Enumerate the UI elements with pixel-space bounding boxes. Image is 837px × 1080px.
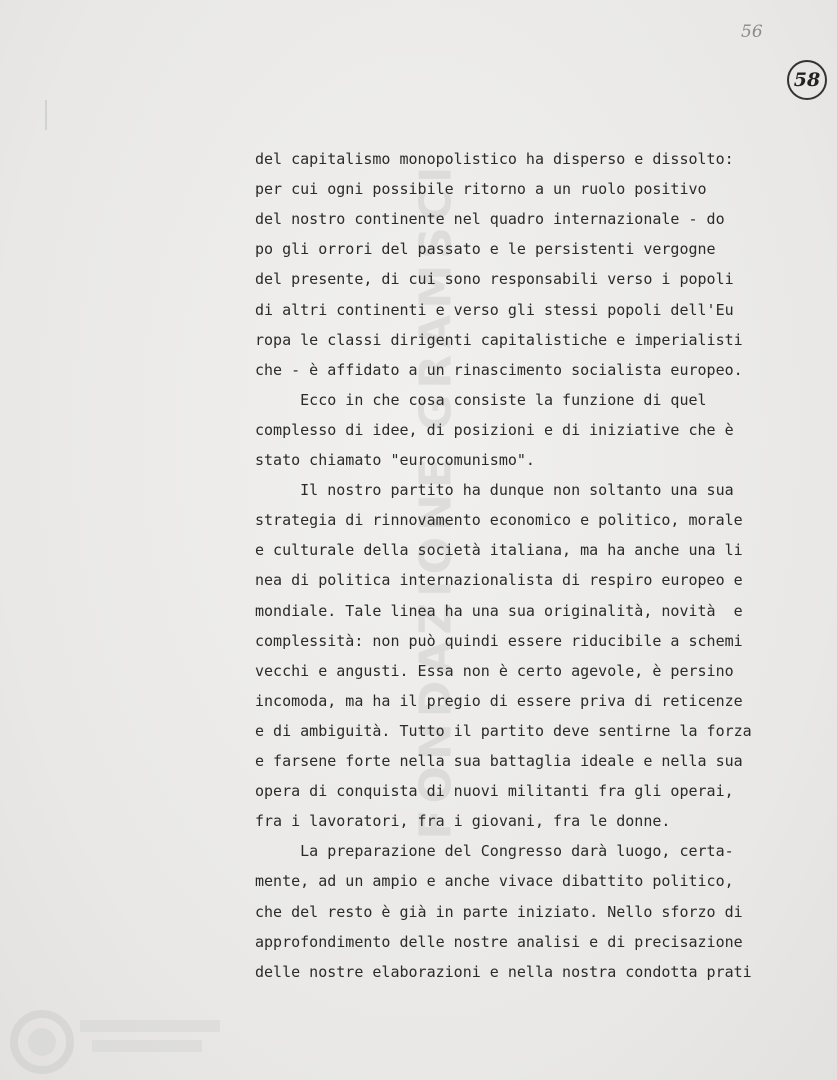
body-line: complesso di idee, di posizioni e di iniziative che è: [255, 420, 734, 439]
body-line: e farsene forte nella sua battaglia ideale e nella sua: [255, 752, 743, 770]
body-line: del presente, di cui sono responsabili verso i popoli: [255, 270, 734, 289]
margin-mark: [45, 100, 47, 130]
body-line: opera di conquista di nuovi militanti fra gli operai,: [255, 782, 734, 801]
body-line: delle nostre elaborazioni e nella nostra condotta prati: [255, 962, 752, 981]
body-line: e di ambiguità. Tutto il partito deve sentirne la forza: [255, 721, 752, 740]
body-line: che del resto è già in parte iniziato. Nello sforzo di: [255, 902, 743, 921]
body-line: stato chiamato "eurocomunismo".: [255, 451, 535, 469]
body-line: che - è affidato a un rinascimento socialista europeo.: [255, 360, 743, 379]
body-line: ropa le classi dirigenti capitalistiche e imperialisti: [255, 330, 743, 349]
body-line: strategia di rinnovamento economico e politico, morale: [255, 511, 743, 530]
body-line: del capitalismo monopolistico ha disperso e dissolto:: [255, 150, 734, 168]
body-line: approfondimento delle nostre analisi e di precisazione: [255, 932, 743, 951]
body-line: mondiale. Tale linea ha una sua originalità, novità e: [255, 601, 743, 620]
body-line: vecchi e angusti. Essa non è certo agevole, è persino: [255, 661, 734, 680]
body-line: e culturale della società italiana, ma ha anche una li: [255, 541, 743, 560]
body-line: fra i lavoratori, fra i giovani, fra le donne.: [255, 812, 671, 831]
watermark-vertical-text: FONDAZIONE GRAMSCI: [410, 160, 462, 840]
body-line: del nostro continente nel quadro internazionale - do: [255, 210, 725, 229]
archive-number-stamp: 58: [787, 60, 827, 100]
body-line: Il nostro partito ha dunque non soltanto una sua: [255, 481, 734, 500]
page-number: 56: [741, 22, 763, 42]
body-line: di altri continenti e verso gli stessi popoli dell'Eu: [255, 300, 734, 319]
body-line: nea di politica internazionalista di respiro europeo e: [255, 571, 743, 590]
body-line: mente, ad un ampio e anche vivace dibattito politico,: [255, 872, 734, 891]
body-line: po gli orrori del passato e le persistenti vergogne: [255, 240, 716, 259]
body-line: Ecco in che cosa consiste la funzione di quel: [255, 390, 707, 409]
body-line: per cui ogni possibile ritorno a un ruolo positivo: [255, 180, 707, 199]
body-line: incomoda, ma ha il pregio di essere priva di reticenze: [255, 691, 743, 710]
body-line: La preparazione del Congresso darà luogo, certa-: [255, 842, 734, 861]
body-line: complessità: non può quindi essere riducibile a schemi: [255, 631, 743, 650]
foundation-watermark-logo: [0, 990, 230, 1080]
